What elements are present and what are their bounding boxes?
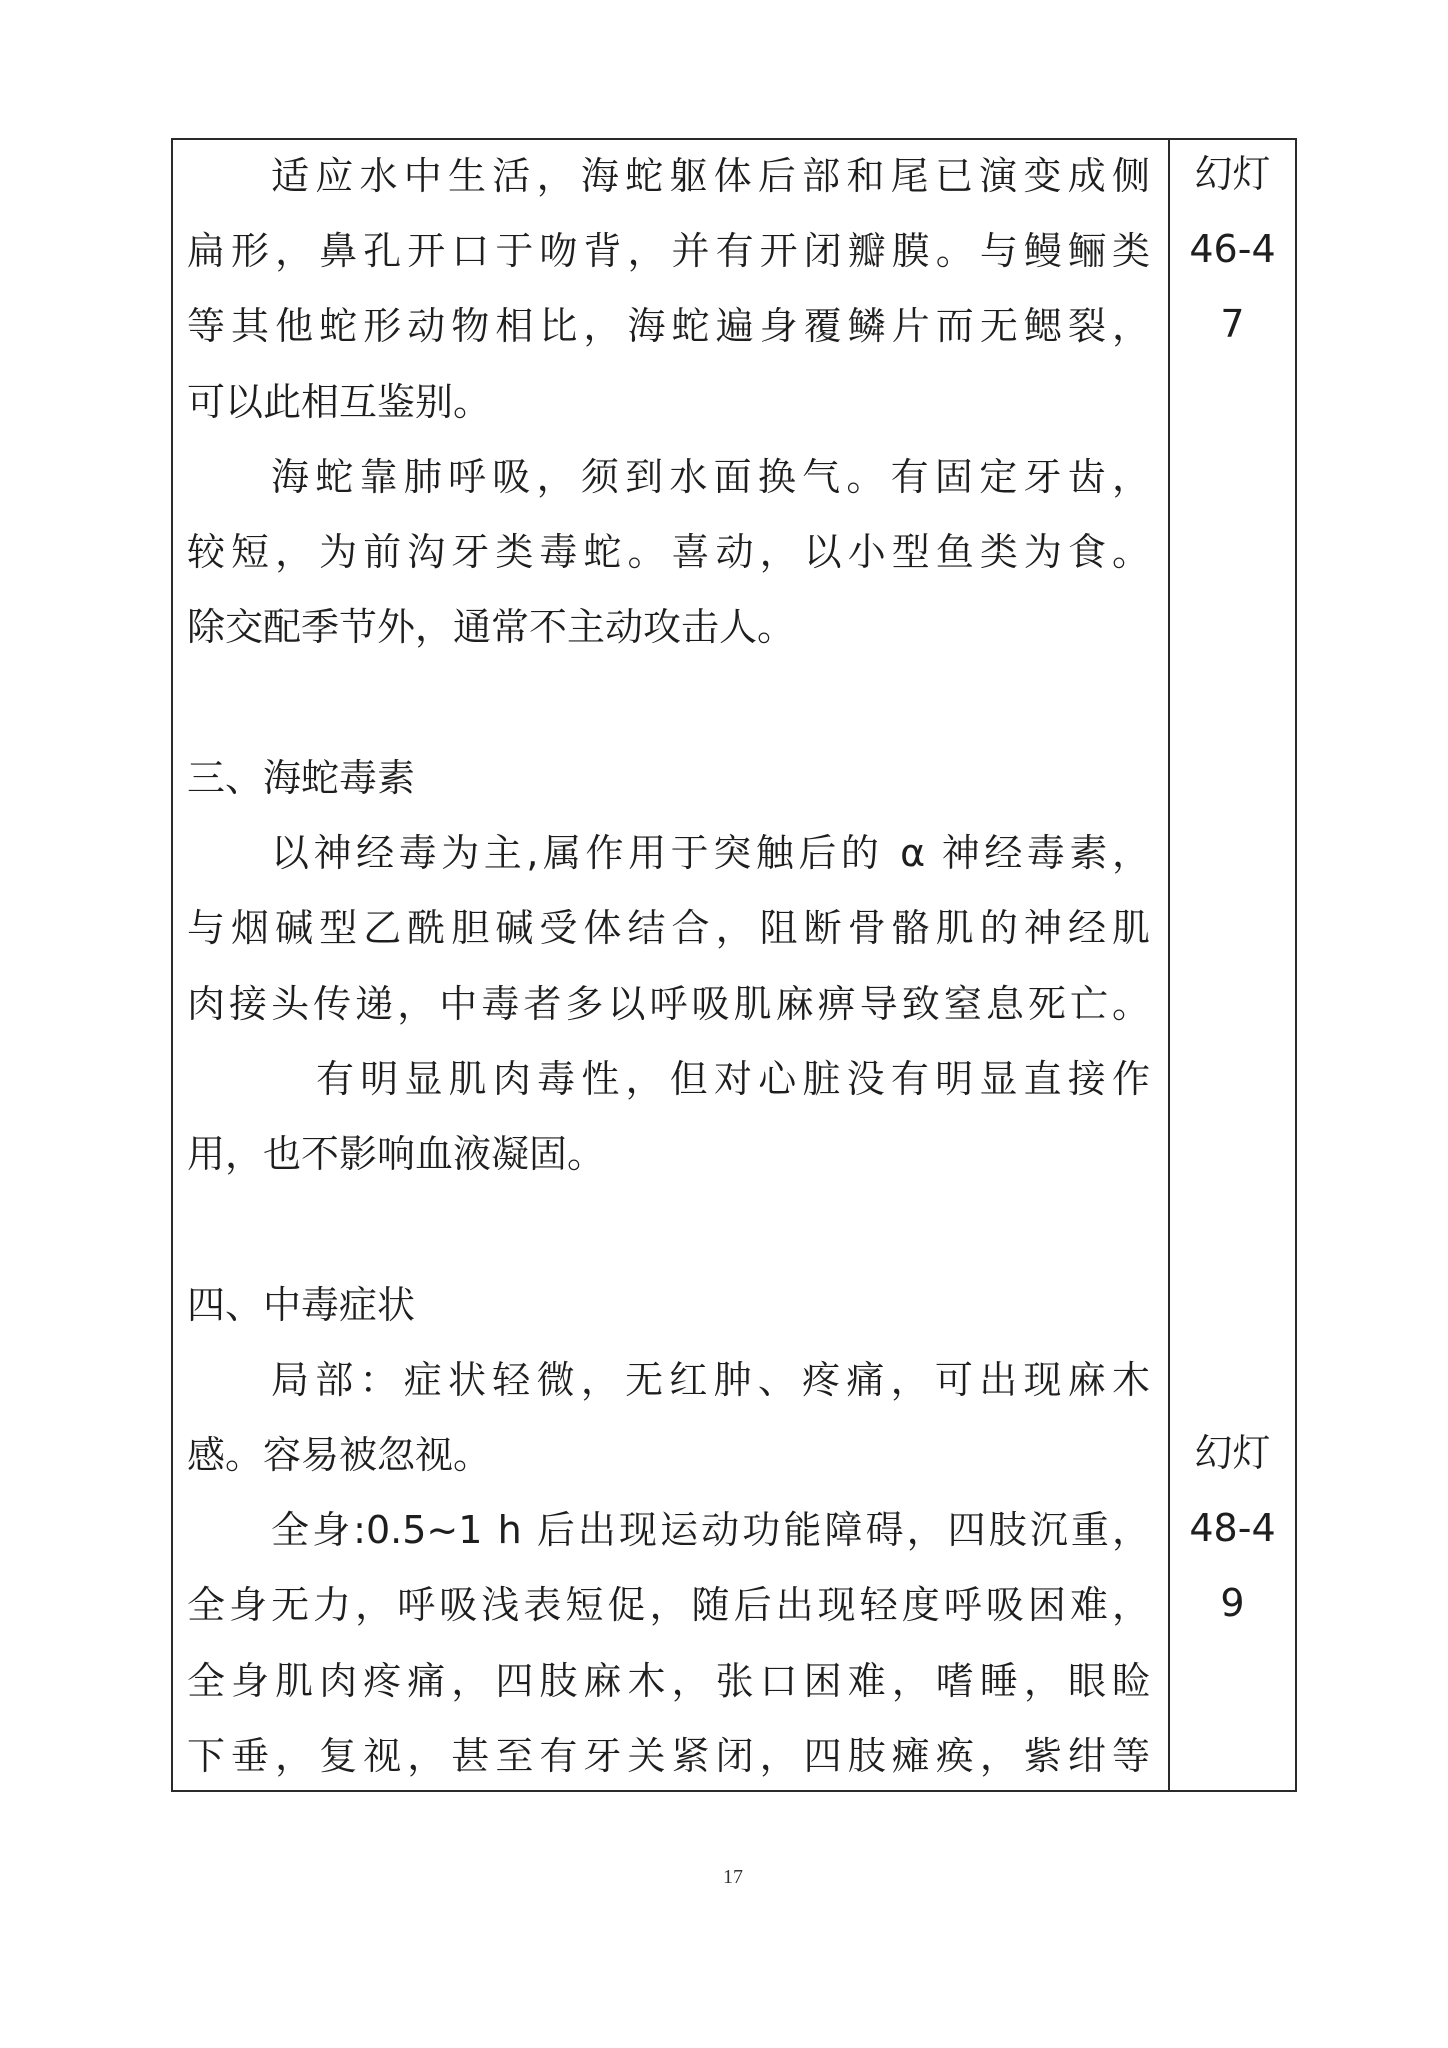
- text-line: 全身肌肉疼痛，四肢麻木，张口困难，嗜睡，眼睑: [187, 1658, 1150, 1703]
- section-heading: 四、中毒症状: [187, 1282, 416, 1327]
- text-line: 局部：症状轻微，无红肿、疼痛，可出现麻木: [271, 1357, 1150, 1402]
- section-poisoning-symptoms: [187, 1268, 1150, 1795]
- slide-note: [1170, 137, 1295, 363]
- lesson-table: [171, 138, 1297, 1792]
- content-column: [187, 139, 1150, 1794]
- paragraph: [187, 1343, 1150, 1493]
- text-line: 以神经毒为主,属作用于突触后的 α 神经毒素，: [271, 831, 1150, 876]
- section-sea-snake-venom: [187, 741, 1150, 1192]
- slide-note-line: 46-4: [1189, 227, 1276, 272]
- text-line: 肉接头传递，中毒者多以呼吸肌麻痹导致窒息死亡。: [187, 981, 1150, 1026]
- text-line: 全身无力，呼吸浅表短促，随后出现轻度呼吸困难，: [187, 1583, 1150, 1628]
- text-line: 扁形，鼻孔开口于吻背，并有开闭瓣膜。与鳗鲡类: [187, 229, 1150, 274]
- text-line: 与烟碱型乙酰胆碱受体结合，阻断骨骼肌的神经肌: [187, 906, 1150, 951]
- slide-reference-column: [1168, 140, 1295, 1790]
- paragraph: [187, 816, 1150, 1042]
- slide-note-line: 幻灯: [1194, 152, 1271, 196]
- text-line: 海蛇靠肺呼吸，须到水面换气。有固定牙齿，: [271, 454, 1150, 499]
- text-line: 等其他蛇形动物相比，海蛇遍身覆鳞片而无鳃裂，: [187, 304, 1150, 349]
- text-line: 适应水中生活，海蛇躯体后部和尾已演变成侧: [271, 154, 1150, 198]
- section-heading: 三、海蛇毒素: [187, 755, 416, 800]
- text-line: 较短，为前沟牙类毒蛇。喜动，以小型鱼类为食。: [187, 530, 1150, 575]
- paragraph: [187, 1493, 1150, 1794]
- paragraph: [187, 440, 1150, 666]
- text-line: 可以此相互鉴别。: [187, 379, 492, 424]
- slide-note: [1170, 1416, 1295, 1642]
- text-line: 下垂，复视，甚至有牙关紧闭，四肢瘫痪，紫绀等: [187, 1733, 1150, 1778]
- page-number: 17: [723, 1866, 743, 1888]
- paragraph: [187, 1042, 1150, 1192]
- paragraph: [187, 139, 1150, 440]
- slide-note-line: 幻灯: [1194, 1431, 1271, 1475]
- text-line: 感。容易被忽视。: [187, 1432, 492, 1477]
- text-line: 用，也不影响血液凝固。: [187, 1132, 606, 1177]
- text-line: 有明显肌肉毒性，但对心脏没有明显直接作: [316, 1056, 1150, 1101]
- slide-note-line: 48-4: [1189, 1506, 1276, 1551]
- slide-note-line: 7: [1220, 302, 1245, 347]
- text-line: 除交配季节外，通常不主动攻击人。: [187, 605, 796, 650]
- section-sea-snake-traits: [187, 139, 1150, 666]
- text-line: 全身:0.5~1 h 后出现运动功能障碍，四肢沉重，: [271, 1508, 1150, 1553]
- slide-note-line: 9: [1220, 1581, 1245, 1626]
